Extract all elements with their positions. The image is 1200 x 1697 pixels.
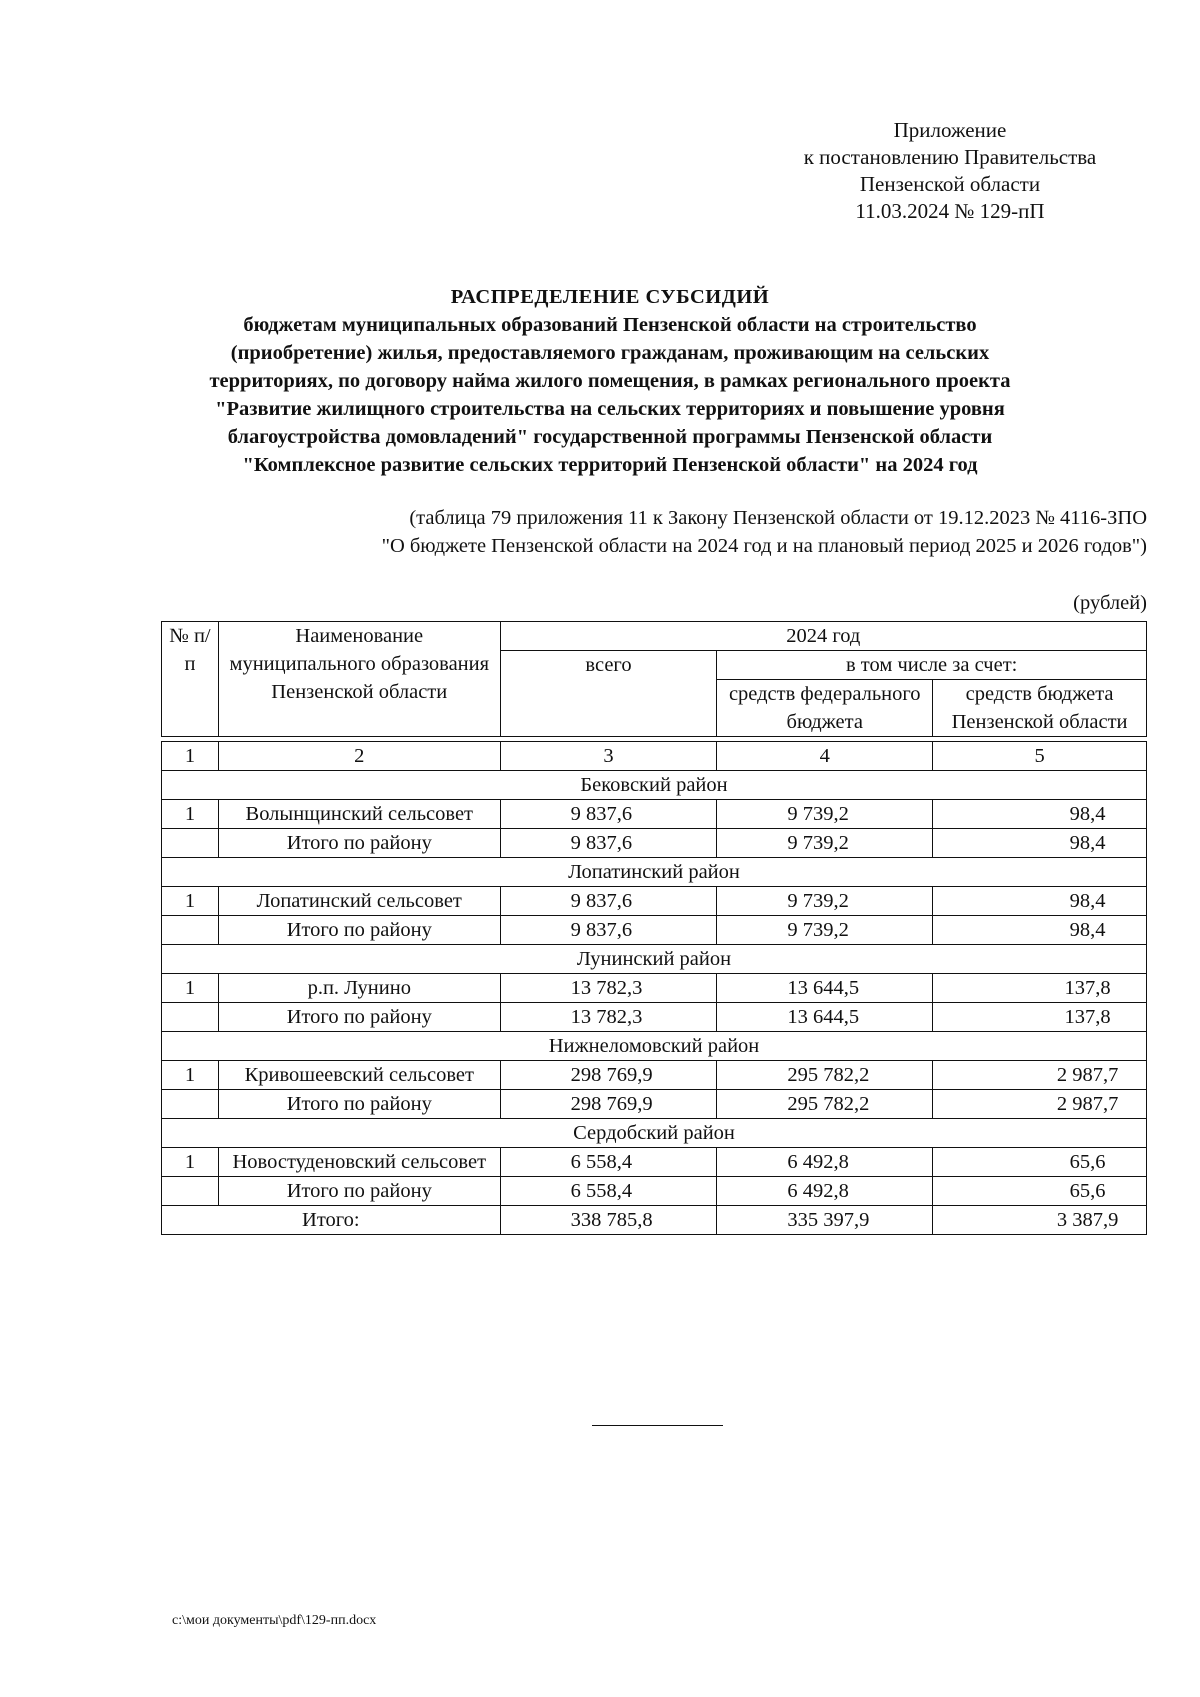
district-name: Лопатинский район	[162, 858, 1147, 887]
row-federal: 13 644,5	[717, 974, 933, 1003]
col-number-3: 3	[500, 742, 717, 771]
footer-file-path: c:\мои документы\pdf\129-пп.docx	[172, 1613, 377, 1628]
header-including: в том числе за счет:	[717, 651, 1147, 680]
title-line-4: "Развитие жилищного строительства на сельских территориях и повышение уровня	[215, 398, 1005, 420]
subtotal-total: 298 769,9	[500, 1090, 717, 1119]
col-number-4: 4	[717, 742, 933, 771]
district-row	[162, 771, 1147, 800]
district-name: Лунинский район	[162, 945, 1147, 974]
subtotal-row	[162, 916, 1147, 945]
title-line-3: территориях, по договору найма жилого помещения, в рамках регионального проекта	[209, 370, 1011, 392]
row-total: 9 837,6	[500, 800, 717, 829]
grand-total-federal: 335 397,9	[717, 1206, 933, 1235]
subtotal-federal: 13 644,5	[717, 1003, 933, 1032]
table-row	[162, 800, 1147, 829]
subtotal-label: Итого по району	[218, 1090, 500, 1119]
units-label: (рублей)	[1073, 592, 1147, 614]
header-regional: средств бюджета Пензенской области	[933, 680, 1147, 737]
district-name: Нижнеломовский район	[162, 1032, 1147, 1061]
subtotal-label: Итого по району	[218, 829, 500, 858]
subtotal-row	[162, 829, 1147, 858]
title-line-2: (приобретение) жилья, предоставляемого гражданам, проживающим на сельских	[230, 342, 990, 364]
col-number-2: 2	[218, 742, 500, 771]
source-line-1: (таблица 79 приложения 11 к Закону Пензенской области от 19.12.2023 № 4116-ЗПО	[409, 507, 1147, 529]
row-regional: 98,4	[933, 800, 1147, 829]
title-line-6: "Комплексное развитие сельских территорий Пензенской области" на 2024 год	[242, 454, 978, 476]
row-regional: 98,4	[933, 887, 1147, 916]
row-total: 6 558,4	[500, 1148, 717, 1177]
subtotal-row	[162, 1003, 1147, 1032]
appendix-line-1: Приложение	[893, 118, 1007, 142]
subtotal-federal: 295 782,2	[717, 1090, 933, 1119]
table-row	[162, 887, 1147, 916]
subtotal-row	[162, 1090, 1147, 1119]
district-name: Бековский район	[162, 771, 1147, 800]
subtotal-regional: 65,6	[933, 1177, 1147, 1206]
subtotal-total: 13 782,3	[500, 1003, 717, 1032]
district-name: Сердобский район	[162, 1119, 1147, 1148]
grand-total-label: Итого:	[162, 1206, 501, 1235]
header-year: 2024 год	[500, 622, 1146, 651]
row-total: 298 769,9	[500, 1061, 717, 1090]
subtotal-regional: 2 987,7	[933, 1090, 1147, 1119]
row-total: 13 782,3	[500, 974, 717, 1003]
subtotal-label: Итого по району	[218, 916, 500, 945]
col-number-1: 1	[162, 742, 219, 771]
subtotal-federal: 9 739,2	[717, 916, 933, 945]
subtotal-federal: 9 739,2	[717, 829, 933, 858]
subtotal-total: 9 837,6	[500, 829, 717, 858]
row-num: 1	[162, 1061, 219, 1090]
grand-total-row	[162, 1206, 1147, 1235]
district-row	[162, 1119, 1147, 1148]
row-num: 1	[162, 1148, 219, 1177]
grand-total-regional: 3 387,9	[933, 1206, 1147, 1235]
row-federal: 295 782,2	[717, 1061, 933, 1090]
row-federal: 6 492,8	[717, 1148, 933, 1177]
table-row	[162, 974, 1147, 1003]
source-line-2: "О бюджете Пензенской области на 2024 год и на плановый период 2025 и 2026 годов")	[381, 535, 1147, 557]
subtotal-regional: 137,8	[933, 1003, 1147, 1032]
district-row	[162, 858, 1147, 887]
header-federal: средств федерального бюджета	[717, 680, 933, 737]
subtotal-federal: 6 492,8	[717, 1177, 933, 1206]
appendix-block	[770, 117, 1130, 225]
row-total: 9 837,6	[500, 887, 717, 916]
subtotal-label: Итого по району	[218, 1003, 500, 1032]
appendix-line-2: к постановлению Правительства	[803, 145, 1097, 169]
end-divider	[592, 1425, 723, 1426]
subtotal-total: 6 558,4	[500, 1177, 717, 1206]
subsidy-table	[161, 621, 1147, 1235]
district-row	[162, 1032, 1147, 1061]
row-regional: 137,8	[933, 974, 1147, 1003]
grand-total-total: 338 785,8	[500, 1206, 717, 1235]
appendix-line-4: 11.03.2024 № 129-пП	[855, 199, 1045, 223]
subtotal-total: 9 837,6	[500, 916, 717, 945]
row-regional: 2 987,7	[933, 1061, 1147, 1090]
header-total: всего	[500, 651, 717, 737]
title-line-1: бюджетам муниципальных образований Пензенской области на строительство	[243, 314, 977, 336]
row-regional: 65,6	[933, 1148, 1147, 1177]
source-reference	[147, 504, 1147, 560]
row-mo: Кривошеевский сельсовет	[218, 1061, 500, 1090]
subtotal-label: Итого по району	[218, 1177, 500, 1206]
header-row-1	[162, 622, 1147, 651]
row-mo: Лопатинский сельсовет	[218, 887, 500, 916]
subtotal-regional: 98,4	[933, 829, 1147, 858]
title-heading: РАСПРЕДЕЛЕНИЕ СУБСИДИЙ	[450, 286, 770, 308]
title-line-5: благоустройства домовладений" государственной программы Пензенской области	[227, 426, 993, 448]
row-federal: 9 739,2	[717, 800, 933, 829]
row-federal: 9 739,2	[717, 887, 933, 916]
row-num: 1	[162, 974, 219, 1003]
row-mo: Волынщинский сельсовет	[218, 800, 500, 829]
row-num: 1	[162, 800, 219, 829]
table-row	[162, 1148, 1147, 1177]
appendix-line-3: Пензенской области	[859, 172, 1041, 196]
subtotal-row	[162, 1177, 1147, 1206]
col-number-5: 5	[933, 742, 1147, 771]
column-number-row	[162, 742, 1147, 771]
district-row	[162, 945, 1147, 974]
header-name: Наименование муниципального образования Пензенской области	[218, 622, 500, 737]
subtotal-regional: 98,4	[933, 916, 1147, 945]
row-num: 1	[162, 887, 219, 916]
table-row	[162, 1061, 1147, 1090]
row-mo: р.п. Лунино	[218, 974, 500, 1003]
document-title	[150, 283, 1070, 479]
row-mo: Новостуденовский сельсовет	[218, 1148, 500, 1177]
header-num: № п/п	[162, 622, 219, 737]
